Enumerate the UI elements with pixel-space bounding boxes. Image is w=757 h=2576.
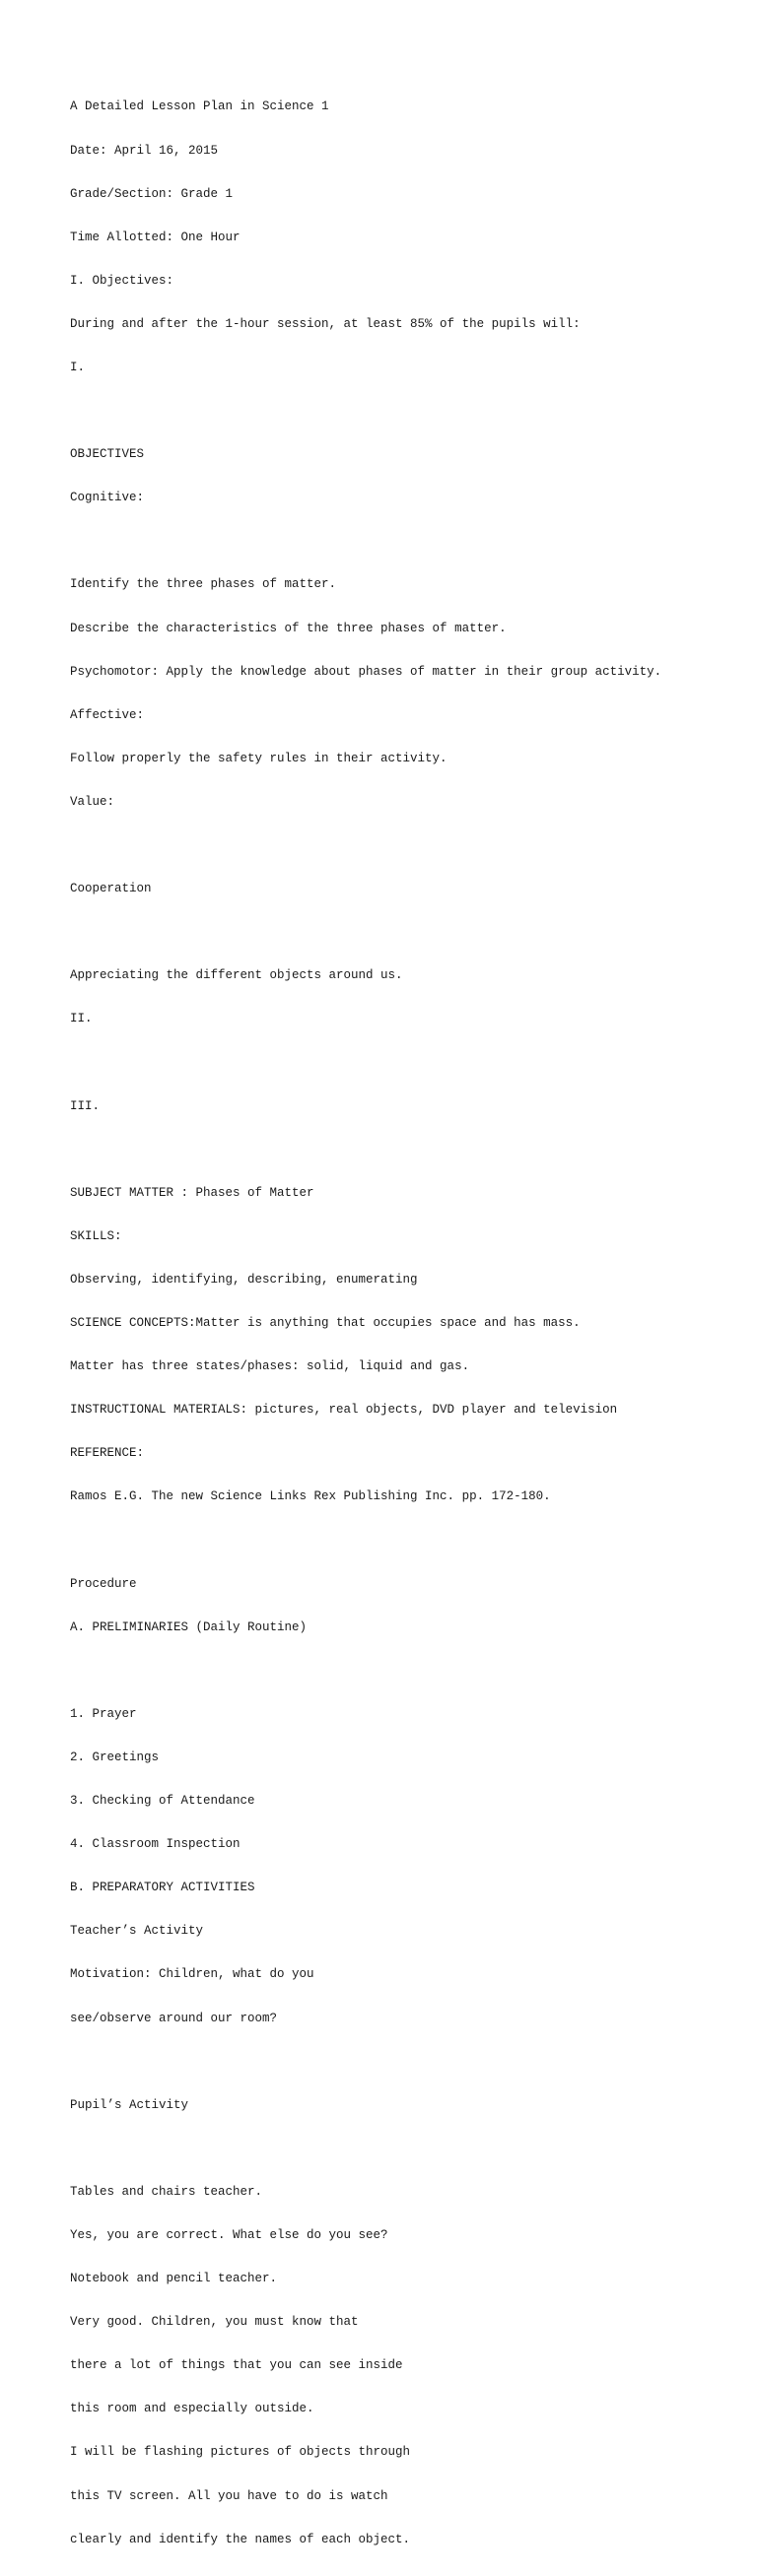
doc-text-line: Cooperation xyxy=(70,882,152,896)
doc-numeral-ii: II. xyxy=(70,1012,93,1026)
doc-text-line: clearly and identify the names of each object. xyxy=(70,2532,411,2546)
doc-objectives-label: OBJECTIVES xyxy=(70,447,145,462)
doc-procedure-heading: Procedure xyxy=(70,1576,137,1591)
doc-cognitive-label: Cognitive: xyxy=(70,491,145,505)
doc-date: Date: April 16, 2015 xyxy=(70,143,219,158)
doc-psychomotor-line: Psychomotor: Apply the knowledge about phases of matter in their group activity. xyxy=(70,664,662,679)
list-item: 3. Checking of Attendance xyxy=(70,1794,255,1809)
doc-text-line: Appreciating the different objects around us. xyxy=(70,968,403,983)
doc-pupils-activity: Pupil’s Activity xyxy=(70,2097,189,2112)
doc-text-line: there a lot of things that you can see inside xyxy=(70,2358,403,2373)
doc-science-concepts: SCIENCE CONCEPTS:Matter is anything that occupies space and has mass. xyxy=(70,1316,581,1331)
doc-title: A Detailed Lesson Plan in Science 1 xyxy=(70,99,329,114)
blank-line xyxy=(70,1534,750,1549)
doc-objectives-intro: During and after the 1-hour session, at least 85% of the pupils will: xyxy=(70,316,581,331)
blank-line xyxy=(70,534,750,549)
blank-line xyxy=(70,2142,750,2156)
doc-preliminaries: A. PRELIMINARIES (Daily Routine) xyxy=(70,1619,308,1634)
blank-line xyxy=(70,2055,750,2070)
doc-text-line: this TV screen. All you have to do is watch xyxy=(70,2488,388,2503)
doc-preparatory-activities: B. PREPARATORY ACTIVITIES xyxy=(70,1881,255,1895)
doc-objectives-heading: I. Objectives: xyxy=(70,273,174,288)
doc-text-line: Follow properly the safety rules in their activity. xyxy=(70,751,447,765)
doc-time-allotted: Time Allotted: One Hour xyxy=(70,230,241,244)
doc-numeral-iii: III. xyxy=(70,1098,101,1113)
doc-numeral-i: I. xyxy=(70,360,86,374)
doc-teachers-activity: Teacher’s Activity xyxy=(70,1924,204,1939)
blank-line xyxy=(70,925,750,940)
blank-line xyxy=(70,838,750,853)
doc-affective-label: Affective: xyxy=(70,707,145,722)
doc-text-line: Notebook and pencil teacher. xyxy=(70,2272,278,2286)
doc-text-line: this room and especially outside. xyxy=(70,2402,314,2416)
list-item: 2. Greetings xyxy=(70,1750,160,1764)
doc-skills-label: SKILLS: xyxy=(70,1228,122,1243)
doc-grade-section: Grade/Section: Grade 1 xyxy=(70,186,234,201)
list-item: 4. Classroom Inspection xyxy=(70,1837,241,1852)
doc-text-line: Motivation: Children, what do you xyxy=(70,1967,314,1982)
doc-reference-label: REFERENCE: xyxy=(70,1446,145,1461)
doc-text-line: Identify the three phases of matter. xyxy=(70,577,337,592)
doc-text-line: I will be flashing pictures of objects through xyxy=(70,2445,411,2460)
doc-text-line: Describe the characteristics of the three phases of matter. xyxy=(70,621,507,635)
blank-line xyxy=(70,404,750,419)
doc-text-line: Very good. Children, you must know that xyxy=(70,2315,359,2330)
blank-line xyxy=(70,1055,750,1070)
doc-text-line: Matter has three states/phases: solid, liquid and gas. xyxy=(70,1359,470,1374)
blank-line xyxy=(70,1143,750,1157)
blank-line xyxy=(70,1664,750,1679)
doc-text-line: see/observe around our room? xyxy=(70,2011,278,2025)
doc-value-label: Value: xyxy=(70,794,115,809)
doc-text-line: Observing, identifying, describing, enumerating xyxy=(70,1272,418,1287)
doc-text-line: Tables and chairs teacher. xyxy=(70,2184,263,2199)
doc-text-line: Yes, you are correct. What else do you see? xyxy=(70,2228,388,2242)
list-item: 1. Prayer xyxy=(70,1706,137,1721)
doc-reference-text: Ramos E.G. The new Science Links Rex Publishing Inc. pp. 172-180. xyxy=(70,1489,551,1504)
document-body xyxy=(70,71,750,2576)
doc-subject-matter: SUBJECT MATTER : Phases of Matter xyxy=(70,1185,314,1200)
doc-instructional-materials: INSTRUCTIONAL MATERIALS: pictures, real objects, DVD player and television xyxy=(70,1403,618,1418)
